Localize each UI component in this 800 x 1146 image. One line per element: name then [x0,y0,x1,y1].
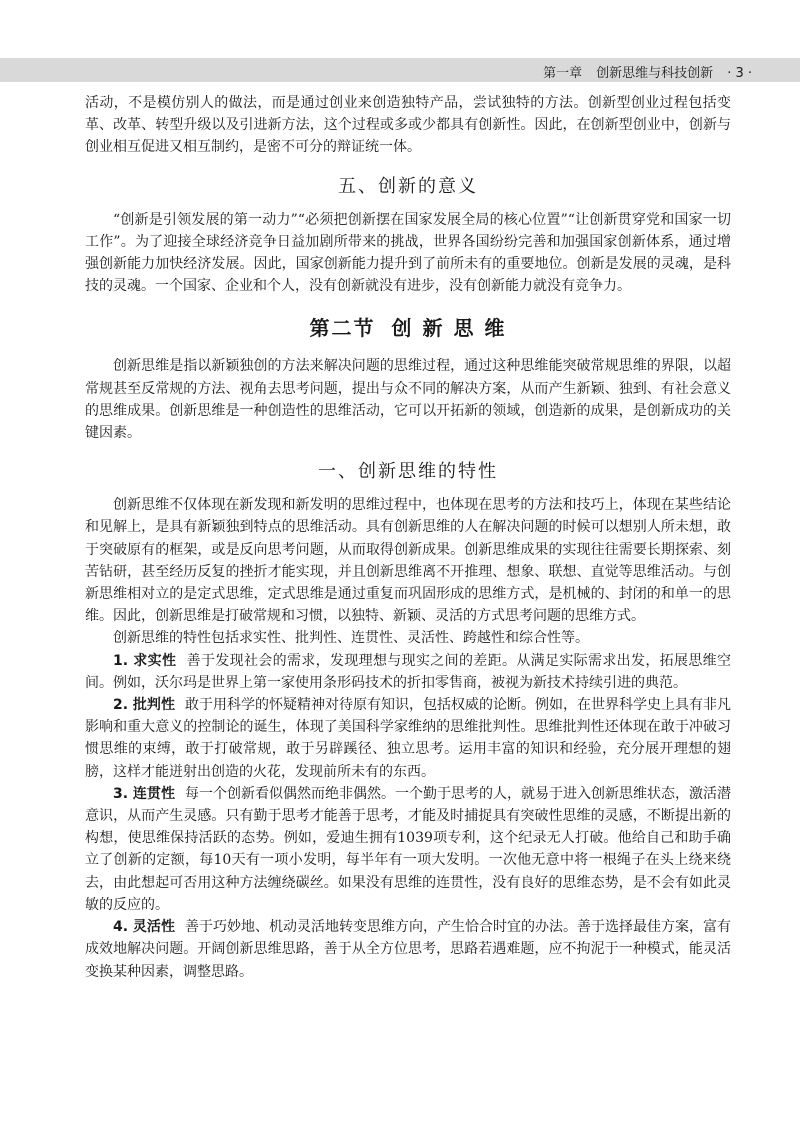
item-term: 2. 批判性 [113,697,175,714]
item-text: 敢于用科学的怀疑精神对待原有知识，包括权威的论断。例如，在世界科学史上具有非凡影响和重大意义的控制论的诞生，体现了美国科学家维纳的思维批判性。思维批判性还体现在敢于冲破习惯思维的束缚，敢于打破常规，敢于另辟蹊径、独立思考。运用丰富的知识和经验，充分展开理想的翅膀，这样才能迸射出创造的火花，发现前所未有的东西。 [85,697,732,780]
subsection-title-characteristics: 一、创新思维的特性 [318,461,498,483]
chapter-title: 创新思维与科技创新 [596,66,714,81]
section-title-significance: 五、创新的意义 [338,175,478,197]
item-text: 善于发现社会的需求，发现理想与现实之间的差距。从满足实际需求出发，拓展思维空间。例如，沃尔玛是世界上第一家使用条形码技术的折扣零售商，被视为新技术持续引进的典范。 [85,652,732,691]
characteristic-item [85,650,731,694]
characteristics-paragraph-1: 创新思维不仅体现在新发现和新发明的思维过程中，也体现在思考的方法和技巧上，体现在某些结论和见解上，是具有新颖独到特点的思维活动。具有创新思维的人在解决问题的时候可以想别人所未想，敢于突破原有的框架，或是反向思考问题，从而取得创新成果。创新思维成果的实现往往需要长期探索、刻苦钻研，甚至经历反复的挫折才能实现，并且创新思维离不开推理、想象、联想、直觉等思维活动。与创新思维相对立的是定式思维，定式思维是通过重复而巩固形成的思维方式，是机械的、封闭的和单一的思维。因此，创新思维是打破常规和习惯，以独特、新颖、灵活的方式思考问题的思维方式。 [85,497,731,625]
running-header [543,62,752,81]
innovative-thinking-paragraph: 创新思维是指以新颖独创的方法来解决问题的思维过程，通过这种思维能突破常规思维的界限，以超常规甚至反常规的方法、视角去思考问题，提出与众不同的解决方案，从而产生新颖、独到、有社会意义的思维成果。创新思维是一种创造性的思维活动，它可以开拓新的领域，创造新的成果，是创新成功的关键因素。 [85,358,731,442]
item-term: 1. 求实性 [113,652,177,669]
item-text: 每一个创新看似偶然而绝非偶然。一个勤于思考的人，就易于进入创新思维状态，激活潜意识，从而产生灵感。只有勤于思考才能善于思考，才能及时捕捉具有突破性思维的灵感，不断提出新的构想，使思维保持活跃的态势。例如，爱迪生拥有1039项专利，这个纪录无人打破。他给自己和助手确立了创新的定额，每10天有一项小发明，每半年有一项大发明。一次他无意中将一根绳子在头上绕来绕去，由此想起可否用这种方法缠绕碳丝。如果没有思维的连贯性，没有良好的思维态势，是不会有如此灵敏的反应的。 [85,785,732,913]
page-body [85,92,731,983]
node-label: 第二节 [309,316,376,341]
page-number: · 3 · [727,66,752,81]
node-title: 创 新 思 维 [391,316,507,341]
characteristic-item [85,916,731,983]
characteristic-item [85,783,731,916]
characteristics-paragraph-2: 创新思维的特性包括求实性、批判性、连贯性、灵活性、跨越性和综合性等。 [113,630,589,647]
item-term: 4. 灵活性 [113,919,175,936]
chapter-label: 第一章 [543,66,583,81]
significance-paragraph: “创新是引领发展的第一动力”“必须把创新摆在国家发展全局的核心位置”“让创新贯穿党和国家一切工作”。为了迎接全球经济竞争日益加剧所带来的挑战，世界各国纷纷完善和加强国家创新体系，通过增强创新能力加快经济发展。因此，国家创新能力提升到了前所未有的重要地位。创新是发展的灵魂，是科技的灵魂。一个国家、企业和个人，没有创新就没有进步，没有创新能力就没有竞争力。 [85,211,731,295]
characteristic-item [85,694,731,783]
item-text: 善于巧妙地、机动灵活地转变思维方向，产生恰合时宜的办法。善于选择最佳方案，富有成效地解决问题。开阔创新思维思路，善于从全方位思考，思路若遇难题，应不拘泥于一种模式，能灵活变换某种因素，调整思路。 [85,919,732,980]
item-term: 3. 连贯性 [113,785,175,802]
node-heading [85,313,731,343]
intro-paragraph: 活动，不是模仿别人的做法，而是通过创业来创造独特产品，尝试独特的方法。创新型创业过程包括变革、改革、转型升级以及引进新方法，这个过程或多或少都具有创新性。因此，在创新型创业中，创新与创业相互促进又相互制约，是密不可分的辩证统一体。 [85,95,731,156]
